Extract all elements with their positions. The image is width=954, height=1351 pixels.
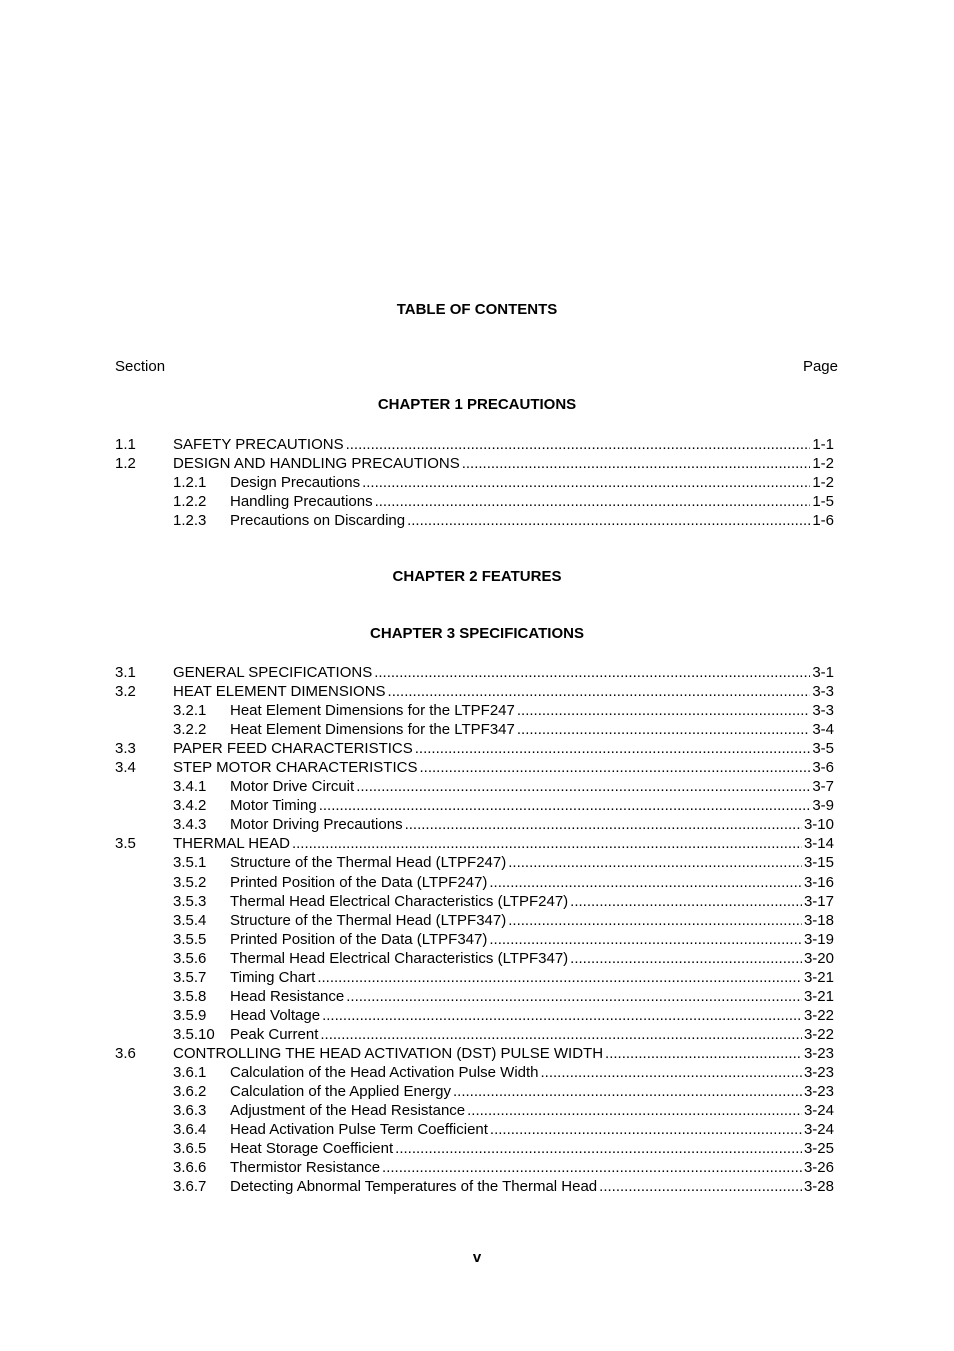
dot-leader	[490, 1120, 802, 1139]
toc-entry-title: Thermal Head Electrical Characteristics (LTPF247)	[230, 892, 569, 910]
toc-entry-page: 3-9	[812, 797, 834, 815]
toc-entry-number: 3.4.3	[173, 816, 207, 834]
page-number: v	[472, 1249, 482, 1266]
toc-entry-line	[230, 911, 834, 930]
toc-entry-number: 1.2	[115, 455, 136, 473]
toc-entry	[115, 701, 838, 720]
toc-entry-line	[173, 454, 834, 473]
dot-leader	[489, 930, 802, 949]
toc-entry-page: 3-5	[812, 740, 834, 758]
toc-entry-page: 1-2	[812, 474, 834, 492]
toc-entry	[115, 1139, 838, 1158]
toc-entry-title: SAFETY PRECAUTIONS	[173, 436, 344, 453]
toc-entry-title: Head Activation Pulse Term Coefficient	[230, 1121, 488, 1139]
toc-entry-number: 3.5.2	[173, 873, 207, 891]
dot-leader	[375, 492, 811, 511]
toc-entry-title: Motor Timing	[230, 797, 317, 815]
toc-entry-title: CONTROLLING THE HEAD ACTIVATION (DST) PULSE WIDTH	[173, 1044, 604, 1062]
toc-entry-line	[230, 1006, 834, 1025]
dot-leader	[453, 1082, 802, 1101]
toc-entry-line	[230, 720, 834, 739]
toc-entry	[115, 968, 838, 987]
toc-entry	[115, 1082, 838, 1101]
toc-entry-page: 1-1	[812, 436, 834, 453]
toc-entry-number: 3.4.2	[173, 797, 207, 815]
toc-entry-line	[173, 435, 834, 454]
toc-entry-title: HEAT ELEMENT DIMENSIONS	[173, 683, 386, 701]
toc-entry-page: 3-19	[803, 930, 834, 948]
toc-entry-number: 3.5.8	[173, 987, 207, 1005]
dot-leader	[467, 1101, 802, 1120]
dot-leader	[362, 473, 810, 492]
toc-entry-title: Printed Position of the Data (LTPF347)	[230, 930, 488, 948]
toc-entry-line	[230, 892, 834, 911]
toc-entry-page: 3-3	[812, 702, 834, 720]
dot-leader	[489, 873, 802, 892]
dot-leader	[322, 1006, 802, 1025]
toc-entry-line	[230, 1025, 834, 1044]
page-column-label: Page	[802, 358, 838, 375]
chapter-3-heading: CHAPTER 3 SPECIFICATIONS	[370, 625, 584, 642]
toc-entry-page: 3-3	[812, 683, 834, 701]
dot-leader	[319, 796, 811, 815]
toc-entry-number: 3.4.1	[173, 778, 207, 796]
toc-entry-number: 3.5.7	[173, 968, 207, 986]
toc-entry-line	[230, 1177, 834, 1196]
toc-entry-page: 3-22	[803, 1025, 834, 1043]
toc-entry-title: Handling Precautions	[230, 493, 373, 511]
toc-entry-line	[230, 1101, 834, 1120]
page-title: TABLE OF CONTENTS	[396, 301, 558, 318]
toc-entry	[115, 1025, 838, 1044]
toc-entry	[115, 473, 838, 492]
toc-entry-page: 3-23	[803, 1083, 834, 1101]
toc-entry-line	[230, 1082, 834, 1101]
dot-leader	[570, 949, 802, 968]
toc-entry-title: Heat Element Dimensions for the LTPF247	[230, 702, 515, 720]
toc-entry-title: Head Voltage	[230, 1006, 321, 1024]
dot-leader	[356, 777, 810, 796]
toc-entry-page: 1-5	[812, 493, 834, 511]
dot-leader	[407, 511, 810, 530]
dot-leader	[599, 1177, 802, 1196]
toc-entry	[115, 853, 838, 872]
dot-leader	[605, 1044, 802, 1063]
toc-entry	[115, 720, 838, 739]
toc-entry-number: 3.6.1	[173, 1063, 207, 1081]
dot-leader	[388, 682, 811, 701]
toc-entry-title: Printed Position of the Data (LTPF247)	[230, 873, 488, 891]
toc-entry	[115, 1044, 838, 1063]
dot-leader	[508, 853, 802, 872]
toc-entry-page: 3-21	[803, 968, 834, 986]
toc-entry-page: 3-4	[812, 721, 834, 739]
toc-entry-number: 3.5.4	[173, 911, 207, 929]
toc-entry-number: 3.5.1	[173, 854, 207, 872]
toc-entry-page: 3-18	[803, 911, 834, 929]
toc-entry-line	[173, 758, 834, 777]
toc-entry-number: 3.6.6	[173, 1159, 207, 1177]
toc-entry-line	[230, 701, 834, 720]
dot-leader	[405, 815, 802, 834]
toc-entry-page: 3-24	[803, 1102, 834, 1120]
toc-entry	[115, 511, 838, 530]
toc-entry	[115, 949, 838, 968]
dot-leader	[419, 758, 810, 777]
toc-entry	[115, 1120, 838, 1139]
dot-leader	[292, 834, 802, 853]
toc-entry-number: 3.1	[115, 664, 136, 681]
toc-entry-number: 1.2.2	[173, 493, 207, 511]
toc-entry	[115, 1063, 838, 1082]
toc-entry	[115, 758, 838, 777]
toc-entry-number: 3.6.3	[173, 1102, 207, 1120]
toc-entry-page: 1-6	[812, 512, 834, 530]
toc-entry-title: Timing Chart	[230, 968, 316, 986]
dot-leader	[462, 454, 811, 473]
dot-leader	[395, 1139, 802, 1158]
toc-entry-line	[173, 834, 834, 853]
toc-entry-title: Thermal Head Electrical Characteristics (LTPF347)	[230, 949, 569, 967]
toc-entry-title: Heat Element Dimensions for the LTPF347	[230, 721, 515, 739]
toc-entry-line	[173, 1044, 834, 1063]
dot-leader	[541, 1063, 802, 1082]
toc-entry-page: 3-15	[803, 854, 834, 872]
toc-entry-line	[230, 853, 834, 872]
toc-entry-number: 3.4	[115, 759, 136, 777]
toc-entry-line	[230, 473, 834, 492]
chapter-1-entries	[115, 435, 838, 530]
toc-entry-number: 3.2	[115, 683, 136, 701]
toc-entry-number: 3.2.1	[173, 702, 207, 720]
toc-entry-page: 3-6	[812, 759, 834, 777]
toc-entry-title: Calculation of the Head Activation Pulse Width	[230, 1063, 539, 1081]
toc-entry-title: Calculation of the Applied Energy	[230, 1083, 451, 1101]
toc-entry-line	[173, 663, 834, 682]
toc-entry-page: 3-1	[812, 664, 834, 681]
toc-entry-page: 3-20	[803, 949, 834, 967]
toc-entry	[115, 1101, 838, 1120]
toc-entry-title: Design Precautions	[230, 474, 361, 492]
dot-leader	[317, 968, 802, 987]
toc-entry-page: 3-10	[803, 816, 834, 834]
toc-entry-page: 3-25	[803, 1140, 834, 1158]
toc-entry	[115, 873, 838, 892]
toc-entry-number: 3.6.2	[173, 1083, 207, 1101]
toc-entry-page: 3-7	[812, 778, 834, 796]
toc-entry	[115, 682, 838, 701]
toc-entry-line	[230, 492, 834, 511]
toc-entry	[115, 796, 838, 815]
toc-entry-title: Heat Storage Coefficient	[230, 1140, 394, 1158]
toc-entry-title: Motor Driving Precautions	[230, 816, 403, 834]
toc-entry-page: 3-28	[803, 1178, 834, 1196]
toc-entry-page: 3-23	[803, 1063, 834, 1081]
toc-entry-line	[230, 796, 834, 815]
toc-entry-number: 3.5.6	[173, 949, 207, 967]
chapter-2-heading: CHAPTER 2 FEATURES	[392, 568, 562, 585]
dot-leader	[517, 720, 810, 739]
dot-leader	[374, 663, 810, 682]
dot-leader	[320, 1025, 802, 1044]
toc-entry-title: THERMAL HEAD	[173, 835, 290, 853]
toc-entry-line	[230, 987, 834, 1006]
toc-entry-number: 1.2.3	[173, 512, 207, 530]
toc-entry-line	[230, 1120, 834, 1139]
toc-entry-number: 1.2.1	[173, 474, 207, 492]
toc-entry-title: Precautions on Discarding	[230, 512, 406, 530]
toc-entry-page: 3-17	[803, 892, 834, 910]
toc-entry-number: 3.2.2	[173, 721, 207, 739]
dot-leader	[415, 739, 811, 758]
toc-entry	[115, 492, 838, 511]
toc-entry	[115, 930, 838, 949]
toc-entry	[115, 1158, 838, 1177]
toc-entry	[115, 663, 838, 682]
toc-entry-title: Thermistor Resistance	[230, 1159, 381, 1177]
toc-entry-number: 3.6.7	[173, 1178, 207, 1196]
toc-entry-title: Structure of the Thermal Head (LTPF247)	[230, 854, 507, 872]
toc-entry	[115, 911, 838, 930]
toc-entry-title: Peak Current	[230, 1025, 319, 1043]
toc-entry-page: 3-24	[803, 1121, 834, 1139]
dot-leader	[508, 911, 802, 930]
toc-entry-number: 3.6.5	[173, 1140, 207, 1158]
toc-entry-number: 1.1	[115, 436, 136, 453]
toc-entry-number: 3.6	[115, 1044, 136, 1062]
dot-leader	[346, 987, 802, 1006]
toc-entry-title: DESIGN AND HANDLING PRECAUTIONS	[173, 455, 460, 473]
toc-entry-number: 3.6.4	[173, 1121, 207, 1139]
toc-entry	[115, 815, 838, 834]
toc-entry-number: 3.5	[115, 835, 136, 853]
toc-entry-number: 3.3	[115, 740, 136, 758]
toc-entry-title: STEP MOTOR CHARACTERISTICS	[173, 759, 418, 777]
toc-entry-page: 3-26	[803, 1159, 834, 1177]
chapter-1-heading: CHAPTER 1 PRECAUTIONS	[377, 396, 577, 413]
toc-entry-line	[173, 682, 834, 701]
toc-entry-page: 3-22	[803, 1006, 834, 1024]
toc-entry	[115, 1177, 838, 1196]
toc-entry-line	[230, 1158, 834, 1177]
toc-entry-number: 3.5.3	[173, 892, 207, 910]
toc-entry-line	[230, 1063, 834, 1082]
dot-leader	[382, 1158, 802, 1177]
toc-entry-title: Adjustment of the Head Resistance	[230, 1102, 466, 1120]
toc-entry-title: PAPER FEED CHARACTERISTICS	[173, 740, 413, 758]
toc-entry-number: 3.5.9	[173, 1006, 207, 1024]
toc-entry-number: 3.5.10	[173, 1025, 215, 1043]
toc-entry	[115, 834, 838, 853]
toc-entry	[115, 1006, 838, 1025]
toc-entry-line	[230, 968, 834, 987]
toc-entry	[115, 739, 838, 758]
toc-entry-title: GENERAL SPECIFICATIONS	[173, 664, 373, 681]
toc-entry-page: 3-21	[803, 987, 834, 1005]
dot-leader	[517, 701, 810, 720]
toc-entry-number: 3.5.5	[173, 930, 207, 948]
toc-entry-title: Motor Drive Circuit	[230, 778, 355, 796]
toc-entry-line	[230, 1139, 834, 1158]
toc-entry-line	[230, 511, 834, 530]
chapter-3-entries	[115, 663, 838, 1196]
toc-entry-line	[230, 873, 834, 892]
toc-entry-title: Structure of the Thermal Head (LTPF347)	[230, 911, 507, 929]
toc-entry	[115, 987, 838, 1006]
toc-entry-page: 3-14	[803, 835, 834, 853]
toc-entry-page: 3-16	[803, 873, 834, 891]
toc-entry	[115, 777, 838, 796]
toc-entry	[115, 454, 838, 473]
toc-entry	[115, 892, 838, 911]
column-header	[115, 358, 838, 377]
toc-entry-page: 1-2	[812, 455, 834, 473]
toc-entry-line	[230, 930, 834, 949]
section-column-label: Section	[115, 358, 166, 375]
toc-entry-line	[230, 777, 834, 796]
toc-entry-line	[230, 815, 834, 834]
toc-entry-title: Head Resistance	[230, 987, 345, 1005]
dot-leader	[570, 892, 802, 911]
toc-entry-line	[173, 739, 834, 758]
toc-entry-title: Detecting Abnormal Temperatures of the Thermal Head	[230, 1178, 598, 1196]
toc-entry-line	[230, 949, 834, 968]
dot-leader	[346, 435, 811, 454]
toc-entry	[115, 435, 838, 454]
toc-entry-page: 3-23	[803, 1044, 834, 1062]
